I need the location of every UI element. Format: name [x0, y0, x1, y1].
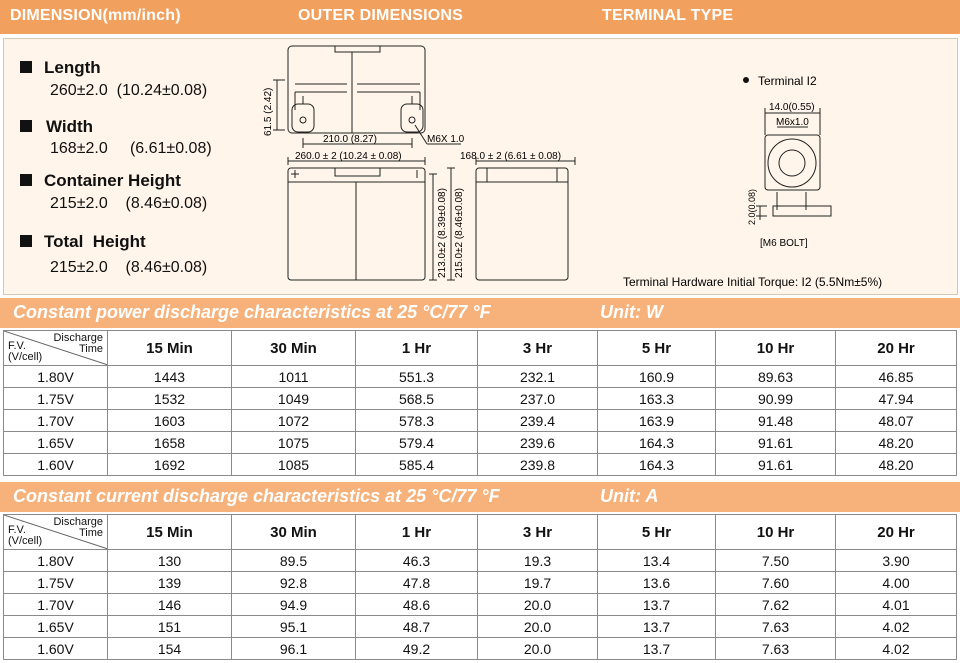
- corner-discharge-time: Discharge Time: [53, 332, 103, 355]
- dim-container-h-label: 213.0±2 (8.39±0.08): [437, 188, 448, 278]
- power-table-unit: Unit: W: [600, 302, 663, 322]
- value-cell: 164.3: [598, 454, 716, 476]
- table-row: [4, 432, 957, 454]
- value-cell: 139: [108, 572, 232, 594]
- spec-width: [20, 117, 93, 137]
- square-bullet-icon: [20, 174, 32, 186]
- value-cell: 7.62: [716, 594, 836, 616]
- terminal-side: [773, 206, 831, 216]
- value-cell: 1532: [108, 388, 232, 410]
- value-cell: 1072: [232, 410, 356, 432]
- bullet-dot-icon: [743, 77, 749, 83]
- dim-bolt-label: M6X 1.0: [427, 134, 465, 145]
- spec-total-height-values: [50, 259, 207, 277]
- square-bullet-icon: [20, 61, 32, 73]
- header-bar: [0, 0, 960, 34]
- value-cell: 48.20: [836, 454, 957, 476]
- spec-label: Length: [44, 58, 101, 77]
- value-cell: 239.6: [478, 432, 598, 454]
- value-cell: 49.2: [356, 638, 478, 660]
- table-row: [4, 594, 957, 616]
- value-cell: 163.3: [598, 388, 716, 410]
- spec-value-in: (8.46±0.08): [125, 195, 208, 212]
- value-cell: 48.6: [356, 594, 478, 616]
- current-table-title: Constant current discharge characteristics at 25 °C/77 °F: [13, 486, 500, 506]
- value-cell: 130: [108, 550, 232, 572]
- column-header: 3 Hr: [478, 331, 598, 366]
- value-cell: 585.4: [356, 454, 478, 476]
- spec-value-in: (6.61±0.08): [129, 140, 212, 157]
- value-cell: 13.6: [598, 572, 716, 594]
- table-row: [4, 550, 957, 572]
- value-cell: 19.3: [478, 550, 598, 572]
- fv-cell: 1.60V: [4, 454, 108, 476]
- value-cell: 46.3: [356, 550, 478, 572]
- value-cell: 164.3: [598, 432, 716, 454]
- value-cell: 568.5: [356, 388, 478, 410]
- value-cell: 20.0: [478, 616, 598, 638]
- value-cell: 90.99: [716, 388, 836, 410]
- dim-side-label: 61.5 (2.42): [263, 87, 274, 136]
- table-corner-cell: [4, 515, 108, 550]
- dim-total-h-label: 215.0±2 (8.46±0.08): [454, 188, 465, 278]
- value-cell: 239.8: [478, 454, 598, 476]
- spec-total-height: [20, 232, 146, 252]
- value-cell: 160.9: [598, 366, 716, 388]
- fv-cell: 1.70V: [4, 594, 108, 616]
- corner-discharge-time: Discharge Time: [53, 516, 103, 539]
- value-cell: 7.60: [716, 572, 836, 594]
- value-cell: 92.8: [232, 572, 356, 594]
- outer-dimensions-drawing: [255, 40, 615, 290]
- terminal-bolt-label: [M6 BOLT]: [760, 238, 808, 249]
- dim-width-label: 168.0 ± 2 (6.61 ± 0.08): [460, 151, 562, 162]
- fv-cell: 1.65V: [4, 616, 108, 638]
- value-cell: 146: [108, 594, 232, 616]
- value-cell: 1049: [232, 388, 356, 410]
- value-cell: 579.4: [356, 432, 478, 454]
- table-row: [4, 410, 957, 432]
- power-table-title: Constant power discharge characteristics at 25 °C/77 °F: [13, 302, 491, 322]
- column-header: 30 Min: [232, 515, 356, 550]
- value-cell: 1443: [108, 366, 232, 388]
- column-header: 30 Min: [232, 331, 356, 366]
- value-cell: 46.85: [836, 366, 957, 388]
- column-header: 1 Hr: [356, 515, 478, 550]
- square-bullet-icon: [20, 235, 32, 247]
- value-cell: 47.8: [356, 572, 478, 594]
- current-discharge-table: [3, 514, 957, 660]
- value-cell: 4.00: [836, 572, 957, 594]
- table-row: [4, 366, 957, 388]
- value-cell: 163.9: [598, 410, 716, 432]
- value-cell: 7.63: [716, 638, 836, 660]
- table-corner-cell: [4, 331, 108, 366]
- value-cell: 96.1: [232, 638, 356, 660]
- table-row: [4, 454, 957, 476]
- value-cell: 91.61: [716, 454, 836, 476]
- square-bullet-icon: [20, 120, 32, 132]
- value-cell: 237.0: [478, 388, 598, 410]
- value-cell: 91.61: [716, 432, 836, 454]
- value-cell: 4.02: [836, 616, 957, 638]
- table-row: [4, 572, 957, 594]
- table-header-row: [4, 331, 957, 366]
- column-header: 3 Hr: [478, 515, 598, 550]
- column-header: 15 Min: [108, 515, 232, 550]
- column-header: 5 Hr: [598, 331, 716, 366]
- fv-cell: 1.75V: [4, 572, 108, 594]
- power-discharge-table: [3, 330, 957, 476]
- column-header: 1 Hr: [356, 331, 478, 366]
- column-header: 20 Hr: [836, 331, 957, 366]
- value-cell: 232.1: [478, 366, 598, 388]
- fv-cell: 1.75V: [4, 388, 108, 410]
- value-cell: 1011: [232, 366, 356, 388]
- table-row: [4, 616, 957, 638]
- spec-length: [20, 58, 101, 78]
- value-cell: 1075: [232, 432, 356, 454]
- table-header-row: [4, 515, 957, 550]
- value-cell: 89.5: [232, 550, 356, 572]
- current-table-unit: Unit: A: [600, 486, 659, 506]
- terminal-dim-height: 2.0(0.08): [747, 188, 757, 225]
- side-view-outline: [476, 168, 568, 280]
- value-cell: 95.1: [232, 616, 356, 638]
- fv-cell: 1.80V: [4, 550, 108, 572]
- value-cell: 1603: [108, 410, 232, 432]
- spec-width-values: [50, 140, 212, 158]
- current-table-header: [0, 482, 960, 512]
- spec-label: Width: [46, 117, 94, 136]
- terminal-plate: [765, 135, 820, 190]
- fv-cell: 1.65V: [4, 432, 108, 454]
- value-cell: 48.7: [356, 616, 478, 638]
- value-cell: 239.4: [478, 410, 598, 432]
- table-row: [4, 388, 957, 410]
- value-cell: 19.7: [478, 572, 598, 594]
- value-cell: 4.02: [836, 638, 957, 660]
- dim-length-label: 260.0 ± 2 (10.24 ± 0.08): [295, 151, 402, 162]
- dim-terminal-span-label: 210.0 (8.27): [323, 134, 377, 145]
- value-cell: 551.3: [356, 366, 478, 388]
- value-cell: 91.48: [716, 410, 836, 432]
- spec-value-mm: 215±2.0: [50, 195, 108, 212]
- column-header: 10 Hr: [716, 331, 836, 366]
- value-cell: 47.94: [836, 388, 957, 410]
- spec-value-mm: 260±2.0: [50, 82, 108, 99]
- spec-label: Total Height: [44, 232, 146, 251]
- value-cell: 1085: [232, 454, 356, 476]
- terminal-torque-note: Terminal Hardware Initial Torque: I2 (5.5Nm±5%): [623, 275, 883, 289]
- value-cell: 48.07: [836, 410, 957, 432]
- value-cell: 13.4: [598, 550, 716, 572]
- terminal-name: Terminal I2: [758, 74, 817, 88]
- spec-value-mm: 215±2.0: [50, 259, 108, 276]
- value-cell: 578.3: [356, 410, 478, 432]
- spec-container-height: [20, 171, 181, 191]
- table-row: [4, 638, 957, 660]
- value-cell: 20.0: [478, 594, 598, 616]
- top-view-outline: [288, 46, 425, 133]
- value-cell: 7.63: [716, 616, 836, 638]
- terminal-type-drawing: [615, 60, 955, 292]
- value-cell: 3.90: [836, 550, 957, 572]
- corner-fv: F.V. (V/cell): [8, 524, 43, 547]
- outer-dimensions-title: OUTER DIMENSIONS: [298, 7, 463, 24]
- value-cell: 48.20: [836, 432, 957, 454]
- spec-container-height-values: [50, 195, 207, 213]
- value-cell: 7.50: [716, 550, 836, 572]
- corner-fv: F.V. (V/cell): [8, 340, 43, 363]
- value-cell: 13.7: [598, 594, 716, 616]
- value-cell: 4.01: [836, 594, 957, 616]
- terminal-dim-width: 14.0(0.55): [769, 102, 815, 113]
- column-header: 15 Min: [108, 331, 232, 366]
- fv-cell: 1.60V: [4, 638, 108, 660]
- value-cell: 20.0: [478, 638, 598, 660]
- dimension-title: DIMENSION(mm/inch): [10, 7, 181, 24]
- column-header: 10 Hr: [716, 515, 836, 550]
- value-cell: 13.7: [598, 616, 716, 638]
- fv-cell: 1.70V: [4, 410, 108, 432]
- fv-cell: 1.80V: [4, 366, 108, 388]
- spec-value-mm: 168±2.0: [50, 140, 108, 157]
- spec-label: Container Height: [44, 171, 181, 190]
- value-cell: 94.9: [232, 594, 356, 616]
- power-table-header: [0, 298, 960, 328]
- column-header: 20 Hr: [836, 515, 957, 550]
- value-cell: 154: [108, 638, 232, 660]
- column-header: 5 Hr: [598, 515, 716, 550]
- value-cell: 13.7: [598, 638, 716, 660]
- value-cell: 1658: [108, 432, 232, 454]
- terminal-type-title: TERMINAL TYPE: [602, 7, 734, 24]
- value-cell: 151: [108, 616, 232, 638]
- spec-length-values: [50, 82, 207, 100]
- value-cell: 1692: [108, 454, 232, 476]
- spec-value-in: (8.46±0.08): [125, 259, 208, 276]
- value-cell: 89.63: [716, 366, 836, 388]
- terminal-dim-thread: M6x1.0: [776, 117, 809, 128]
- spec-value-in: (10.24±0.08): [116, 82, 208, 99]
